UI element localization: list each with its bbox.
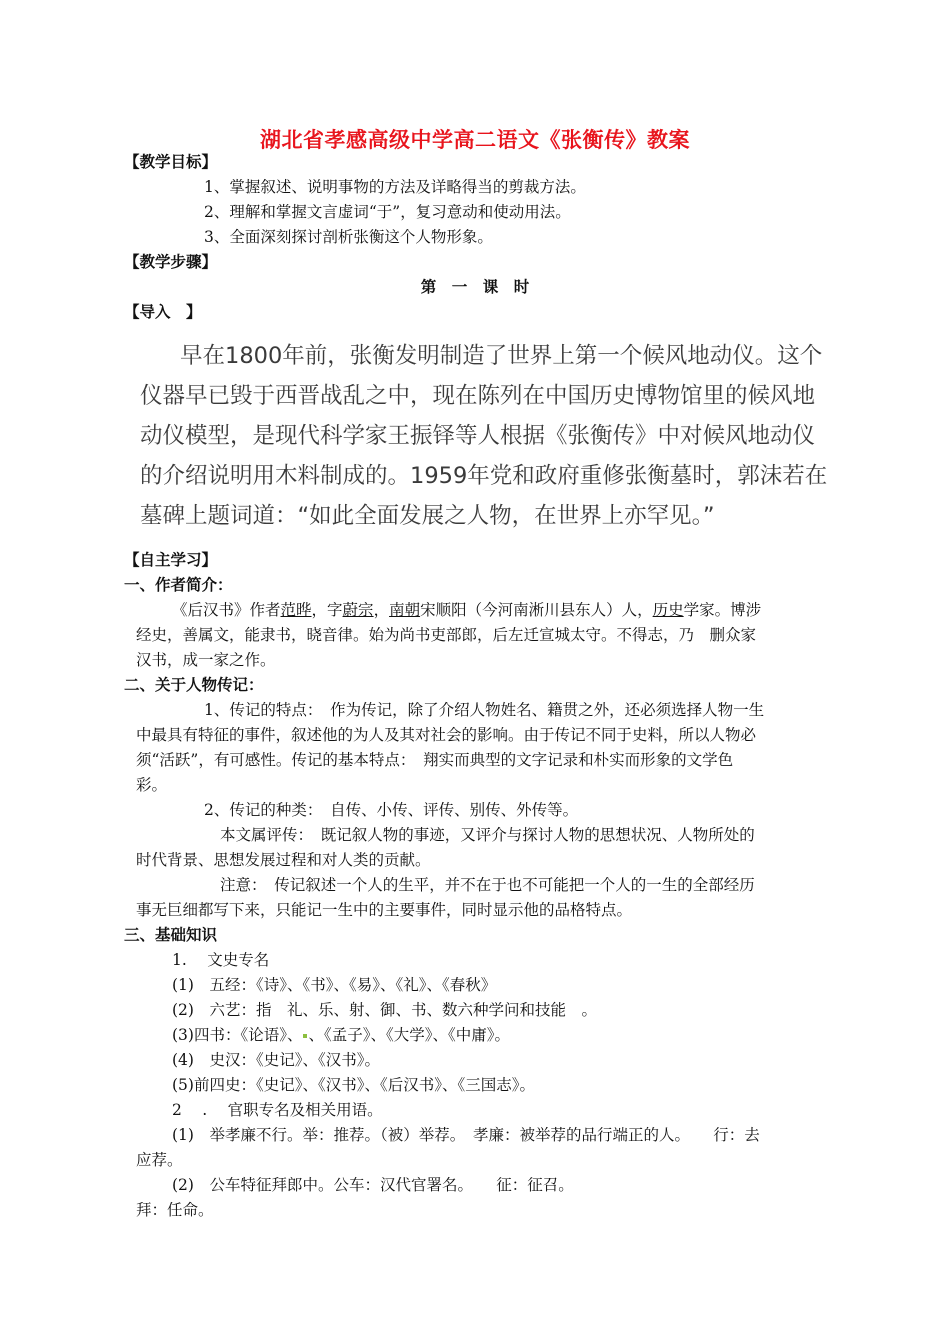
author-line: 汉书，成一家之作。	[136, 651, 276, 669]
goal-item: 3、全面深刻探讨剖析张衡这个人物形象。	[204, 228, 493, 246]
author-heading: 一、作者简介：	[124, 576, 233, 594]
author-line: 《后汉书》作者范晔，字蔚宗，南朝宋顺阳（今河南淅川县东人）人，历史学家。博涉	[172, 601, 762, 619]
page-title: 湖北省孝感高级中学高二语文《张衡传》教案	[260, 128, 690, 152]
self-study-heading: 【自主学习】	[124, 551, 218, 569]
basics-line: 2 . 官职专名及相关用语。	[172, 1101, 383, 1119]
intro-heading: 【导入 】	[124, 303, 202, 321]
author-dynasty: 南朝	[389, 601, 421, 619]
basics-line: 1. 文史专名	[172, 951, 270, 969]
basics-line: (2) 公车特征拜郎中。公车：汉代官署名。 征：征召。	[172, 1176, 574, 1194]
author-line: 经史，善属文，能隶书，晓音律。始为尚书吏部郎，后左迁宣城太守。不得志，乃 删众家	[136, 626, 757, 644]
intro-line: 早在1800年前，张衡发明制造了世界上第一个候风地动仪。这个	[180, 343, 823, 369]
biography-line: 中最具有特征的事件，叙述他的为人及其对社会的影响。由于传记不同于史料，所以人物必	[136, 726, 757, 744]
biography-line: 事无巨细都写下来，只能记一生中的主要事件，同时显示他的品格特点。	[136, 901, 633, 919]
biography-line: 彩。	[136, 776, 168, 794]
biography-line: 注意： 传记叙述一个人的生平，并不在于也不可能把一个人的一生的全部经历	[220, 876, 755, 894]
intro-line: 动仪模型，是现代科学家王振铎等人根据《张衡传》中对候风地动仪	[140, 423, 816, 449]
steps-heading: 【教学步骤】	[124, 253, 218, 271]
basics-line: (2) 六艺：指 礼、乐、射、御、书、数六种学问和技能 。	[172, 1001, 597, 1019]
intro-line: 墓碑上题词道：“如此全面发展之人物，在世界上亦罕见。”	[140, 503, 715, 529]
author-field: 历史	[652, 601, 684, 619]
basics-line: (5)前四史：《史记》、《汉书》、《后汉书》、《三国志》。	[172, 1076, 535, 1094]
author-zi: 蔚宗	[342, 601, 374, 619]
lesson-heading: 第 一 课 时	[420, 278, 530, 296]
basics-line: (1) 举孝廉不行。举：推荐。（被）举荐。 孝廉：被举荐的品行端正的人。 行：去	[172, 1126, 760, 1144]
biography-line: 时代背景、思想发展过程和对人类的贡献。	[136, 851, 431, 869]
intro-line: 仪器早已毁于西晋战乱之中，现在陈列在中国历史博物馆里的候风地	[140, 383, 816, 409]
basics-line: (3)四书：《论语》、 、《孟子》、《大学》、《中庸》。	[172, 1026, 510, 1044]
intro-line: 的介绍说明用木料制成的。1959年党和政府重修张衡墓时，郭沫若在	[140, 463, 828, 489]
goal-item: 1、掌握叙述、说明事物的方法及详略得当的剪裁方法。	[204, 178, 586, 196]
biography-line: 1、传记的特点： 作为传记，除了介绍人物姓名、籍贯之外，还必须选择人物一生	[204, 701, 765, 719]
basics-heading: 三、基础知识	[124, 926, 218, 944]
basics-line: (1) 五经：《诗》、《书》、《易》、《礼》、《春秋》	[172, 976, 497, 994]
biography-line: 本文属评传： 既记叙人物的事迹，又评介与探讨人物的思想状况、人物所处的	[220, 826, 755, 844]
biography-heading: 二、关于人物传记：	[124, 676, 264, 694]
author-name: 范晔	[280, 601, 312, 619]
basics-line: (4) 史汉：《史记》、《汉书》。	[172, 1051, 380, 1069]
biography-line: 须“活跃”，有可感性。传记的基本特点： 翔实而典型的文字记录和朴实而形象的文学色	[136, 751, 734, 769]
basics-line: 应荐。	[136, 1151, 183, 1169]
goal-item: 2、理解和掌握文言虚词“于”，复习意动和使动用法。	[204, 203, 571, 221]
marker-dot	[303, 1034, 307, 1038]
biography-line: 2、传记的种类： 自传、小传、评传、别传、外传等。	[204, 801, 579, 819]
basics-line: 拜：任命。	[136, 1201, 214, 1219]
goals-heading: 【教学目标】	[124, 153, 218, 171]
